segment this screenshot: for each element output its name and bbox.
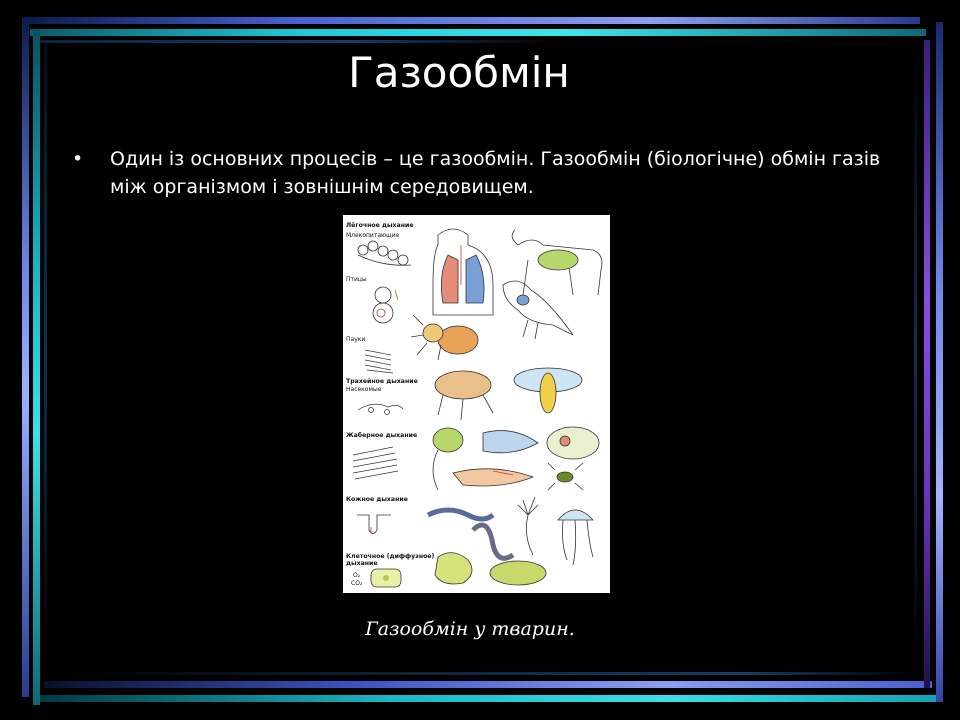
amoeba-drawing (435, 553, 472, 584)
label-skin: Кожное дыхание (346, 496, 408, 503)
gas-exchange-figure (343, 215, 610, 593)
frame-bar-bottom-blue (44, 681, 932, 688)
book-lung-drawing (365, 350, 393, 373)
label-o2: O₂ (353, 572, 361, 579)
gill-drawing (353, 447, 398, 479)
cell-drawing (371, 569, 401, 587)
human-lungs-drawing (433, 229, 493, 315)
label-gill: Жаберное дыхание (346, 432, 418, 439)
label-tracheal: Трахейное дыхание (346, 378, 418, 385)
label-insects: Насекомые (346, 386, 382, 393)
bee-drawing (514, 368, 582, 413)
alveoli-drawing (358, 241, 411, 265)
frame-bar-bottom-dark (56, 672, 916, 675)
fish-drawing (483, 431, 538, 453)
frame-bar-left-dark (44, 44, 47, 664)
water-insect-drawing (548, 463, 583, 490)
trachea-drawing (358, 404, 403, 414)
flea-drawing (435, 371, 493, 420)
label-spiders: Пауки (346, 336, 366, 343)
frame-bar-right-dark (914, 44, 917, 664)
label-birds: Птицы (346, 276, 367, 283)
frog-drawing (547, 427, 599, 459)
label-cellular-1: Клеточное (диффузное) (346, 553, 435, 560)
bird-airsac-drawing (373, 287, 398, 323)
slide-title: Газообмін (348, 48, 570, 97)
bullet-text: Один із основних процесів – це газообмін. Газообмін (біологічне) обмін газів між організмом і зовнішнім середовищем. (110, 148, 881, 198)
frame-bar-top-dark (40, 40, 560, 43)
frame-bar-right-blue (936, 22, 943, 702)
worms-drawing (428, 510, 513, 558)
bullet-dot-icon: • (72, 148, 84, 170)
frame-bar-top-cyan (30, 29, 926, 36)
frame-bar-right-purple (924, 40, 930, 688)
frame-bar-bottom-cyan (40, 695, 936, 702)
paramecium-drawing (490, 561, 546, 585)
jellyfish-drawing (558, 510, 593, 565)
label-cellular-2: дыхание (346, 560, 378, 567)
label-lung: Лёгочное дыхание (346, 222, 414, 229)
gas-exchange-illustration (343, 215, 610, 593)
frame-bar-left-cyan (33, 29, 40, 705)
frame-bar-left-blue (22, 17, 29, 697)
skin-breathing-drawing (357, 515, 391, 534)
label-mammals: Млекопитающие (346, 232, 400, 239)
shrimp-drawing (453, 469, 533, 486)
figure-caption: Газообмін у тварин. (365, 618, 575, 640)
tadpole-drawing (433, 428, 463, 490)
frame-bar-top-blue (22, 17, 920, 24)
hydra-drawing (518, 497, 538, 555)
bird-drawing (503, 281, 573, 339)
spider-drawing (411, 315, 478, 360)
label-co2: CO₂ (351, 580, 363, 587)
